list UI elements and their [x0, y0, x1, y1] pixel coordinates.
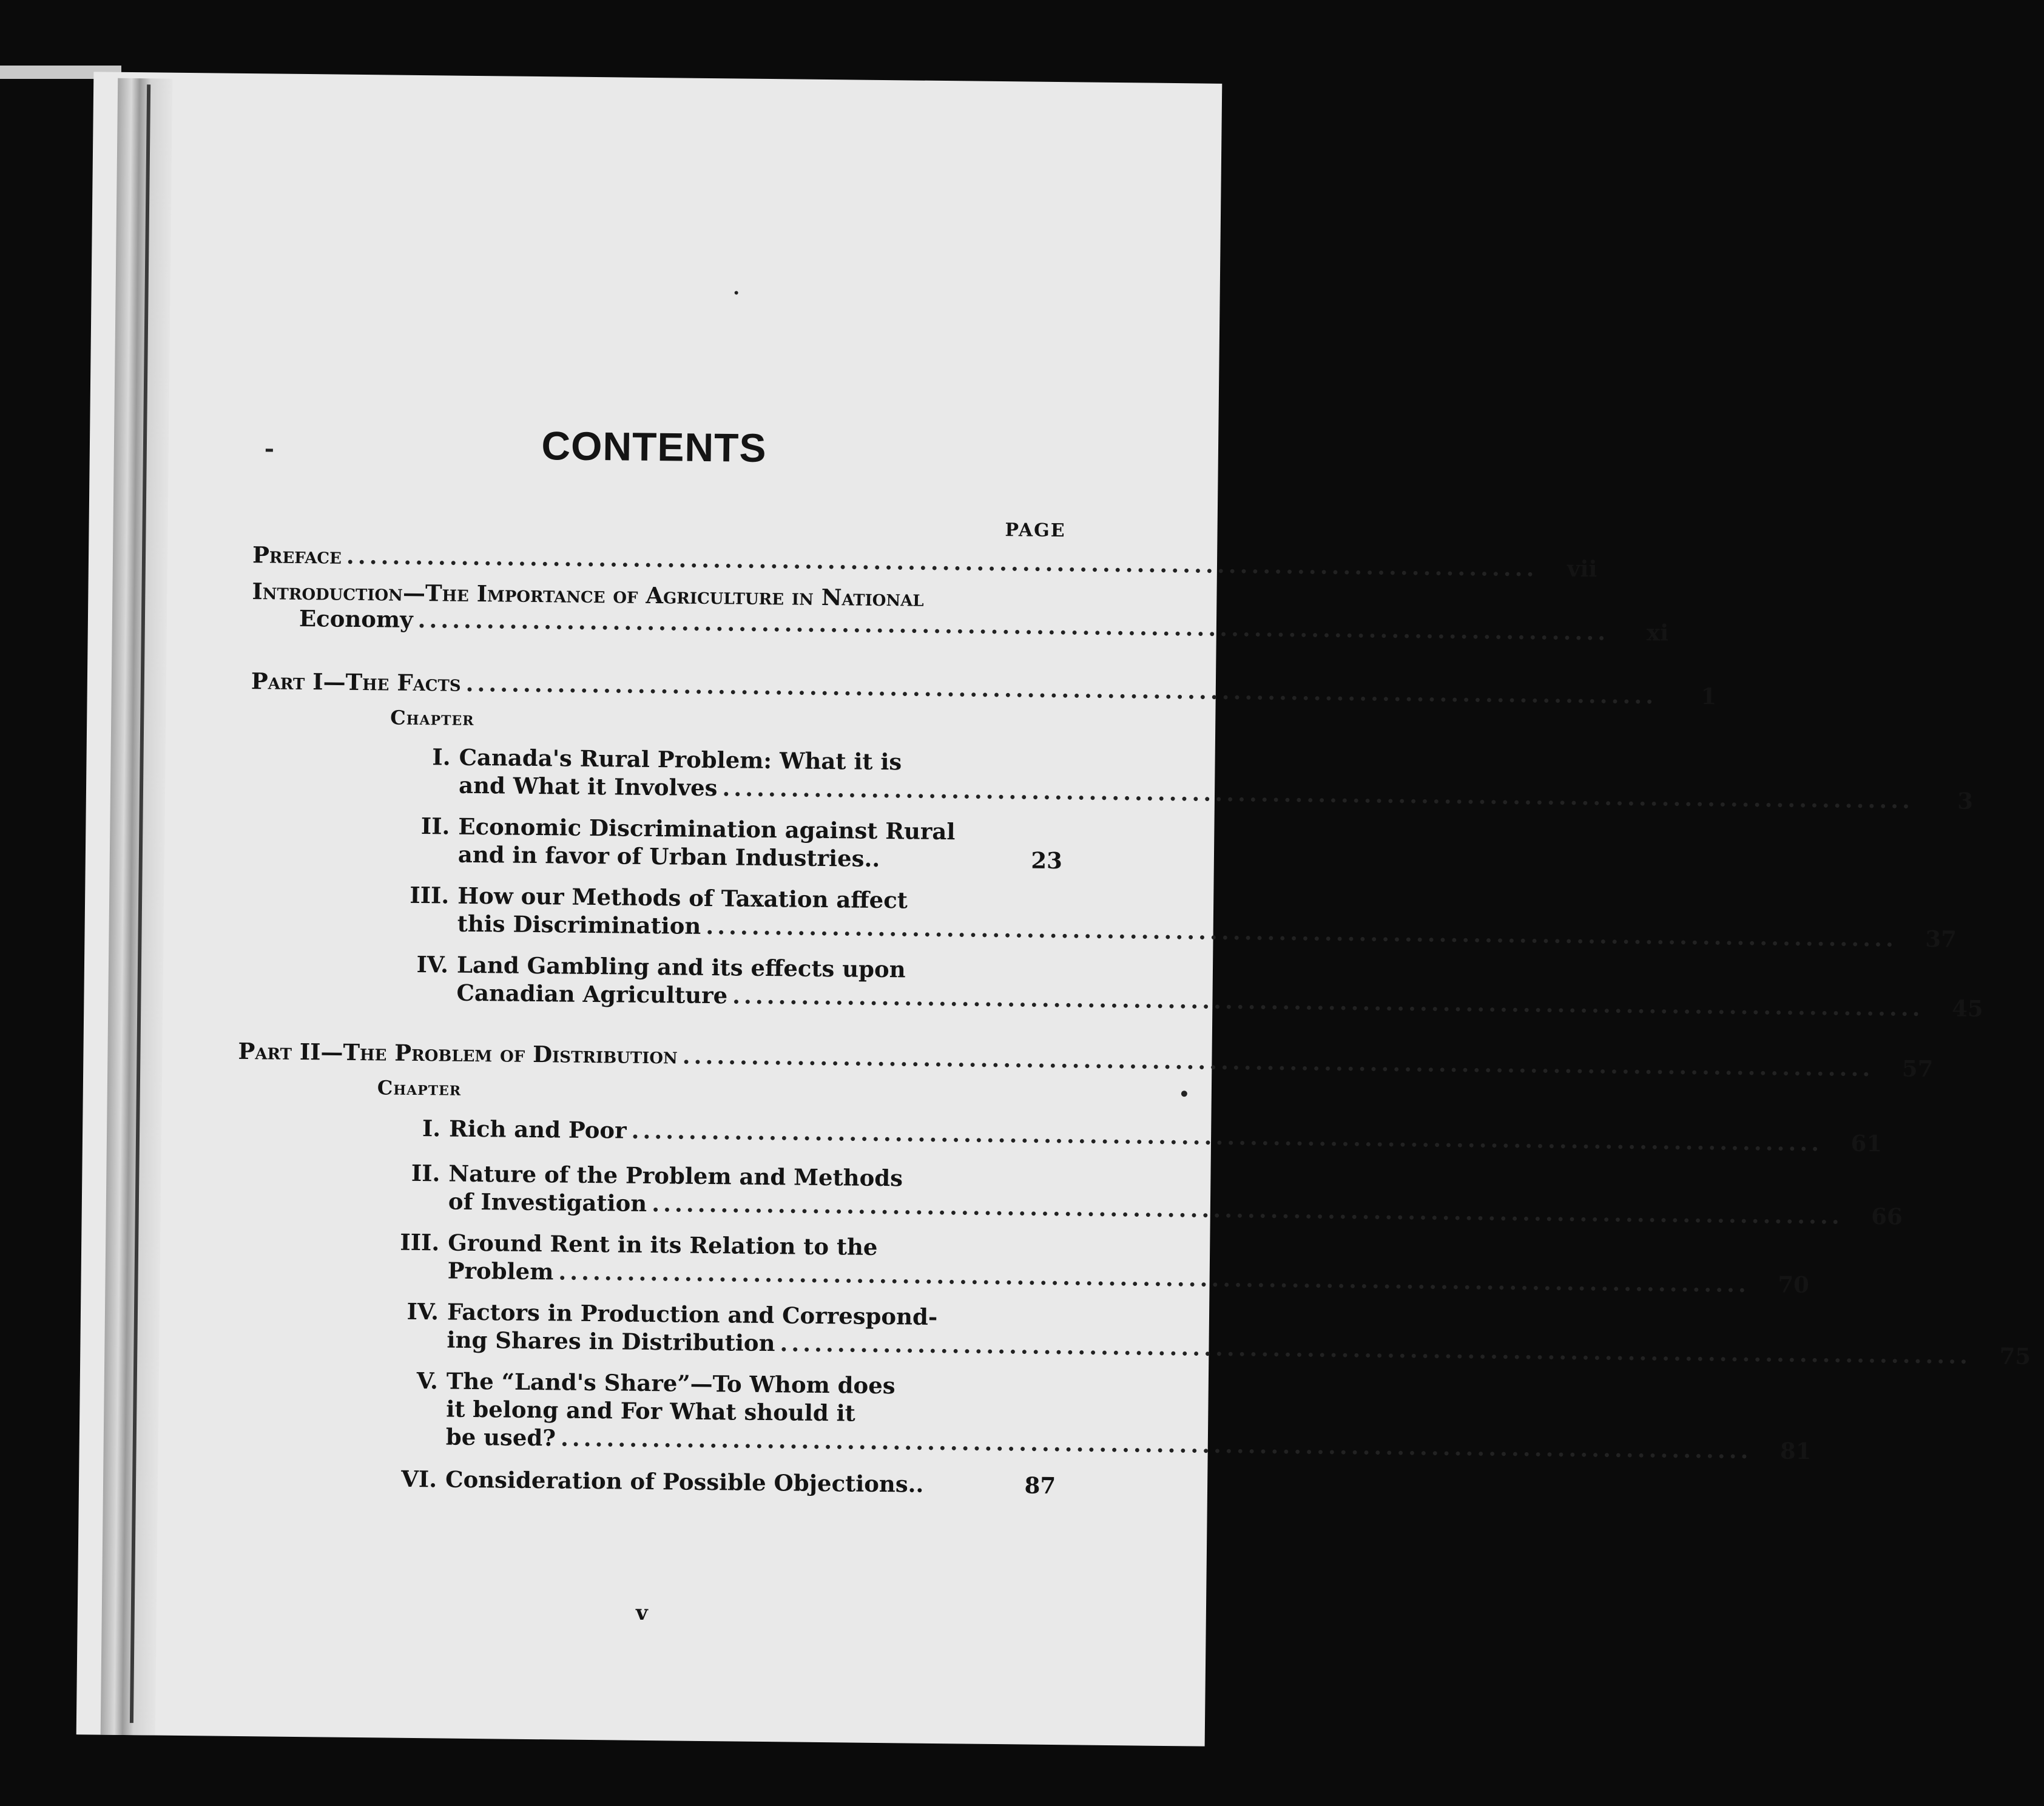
toc-entry-label: Economy — [299, 604, 413, 633]
toc-page-number: 45 — [1951, 995, 1983, 1023]
dot-leader: ........................................................................................................ — [465, 669, 1658, 709]
toc-page-number: 1 — [1701, 683, 1717, 710]
chapter-title: this Discrimination — [457, 910, 701, 939]
chapter-title: How our Methods of Taxation affect — [457, 882, 908, 914]
dot-leader: ........................................................................................................ — [780, 1330, 1972, 1369]
toc-entry-chapter — [394, 1465, 1056, 1500]
toc-entry-introduction-line1: Introduction—The Importance of Agriculture in National — [252, 578, 924, 612]
chapter-title: The “Land's Share”—To Whom does — [446, 1367, 896, 1399]
chapter-numeral: II. — [420, 813, 450, 840]
chapter-title: of Investigation — [448, 1188, 647, 1217]
chapter-title: Canadian Agriculture — [456, 979, 728, 1009]
toc-entry-chapter — [448, 1188, 1903, 1230]
chapter-heading: Chapter — [390, 706, 474, 730]
toc-chapter-line — [394, 1465, 924, 1498]
toc-page-number: 61 — [1850, 1129, 1883, 1157]
toc-entry-label: Part II—The Problem of Distribution — [238, 1037, 678, 1069]
toc-page-number: 81 — [1779, 1437, 1812, 1465]
toc-entry-part2 — [238, 1037, 1934, 1083]
chapter-title: Problem — [447, 1257, 554, 1285]
toc-entry-label: Preface — [252, 541, 342, 569]
toc-page-number: 37 — [1925, 925, 1957, 953]
dot-leader: ........................................................................................................ — [682, 1042, 1874, 1082]
dot-leader: ........................................................................................................ — [732, 982, 1924, 1022]
toc-entry-chapter — [447, 1326, 2031, 1370]
chapter-title: ing Shares in Distribution — [447, 1326, 775, 1357]
toc-chapter-line — [397, 1228, 878, 1261]
page-folio: v — [635, 1600, 648, 1626]
dot-leader: ........................................................................................................ — [706, 912, 1898, 952]
chapter-heading: Chapter — [377, 1076, 462, 1100]
chapter-numeral: I. — [422, 1115, 441, 1142]
toc-entry-chapter — [457, 910, 1957, 953]
chapter-numeral: III. — [400, 1228, 440, 1256]
chapter-title: be used? — [445, 1423, 556, 1452]
toc-page-number: 66 — [1871, 1203, 1903, 1230]
toc-entry-chapter — [447, 1257, 1810, 1299]
toc-page-number: vii — [1567, 555, 1597, 583]
chapter-title: and in favor of Urban Industries.. — [457, 840, 880, 872]
page-column-header: PAGE — [1005, 519, 1066, 542]
chapter-title: it belong and For What should it — [446, 1395, 855, 1427]
toc-entry-chapter — [398, 1114, 1883, 1157]
toc-entry-chapter — [458, 771, 1974, 814]
chapter-title: Land Gambling and its effects upon — [456, 951, 906, 983]
chapter-numeral: IV. — [406, 1297, 439, 1325]
page-gutter — [101, 78, 173, 1736]
dot-leader: ........................................................................................................ — [651, 1190, 1843, 1229]
toc-entry-introduction — [299, 604, 1669, 646]
toc-entry-label: Part I—The Facts — [251, 668, 461, 697]
toc-page-number: xi — [1646, 619, 1669, 646]
toc-entry-chapter — [445, 1423, 1812, 1465]
toc-entry-chapter — [456, 979, 1983, 1023]
toc-entry-preface — [252, 541, 1597, 583]
dot-leader: ........................................................................................................ — [631, 1117, 1823, 1157]
chapter-title: Canada's Rural Problem: What it is — [459, 743, 902, 776]
dot-leader: ........................................................................................................ — [722, 774, 1914, 814]
toc-page-number: 3 — [1957, 787, 1974, 814]
toc-page-number: 57 — [1901, 1055, 1934, 1083]
toc-entry-chapter — [458, 840, 1062, 874]
chapter-title: Consideration of Possible Objections.. — [445, 1466, 924, 1498]
page-title: CONTENTS — [541, 423, 767, 470]
dot-leader — [928, 1498, 996, 1499]
dot-leader: ........................................................................................................ — [558, 1258, 1750, 1298]
chapter-numeral: VI. — [401, 1465, 437, 1493]
toc-chapter-line — [398, 1114, 627, 1145]
dot-leader: ........................................................................................................ — [417, 606, 1610, 646]
chapter-numeral: V. — [416, 1367, 439, 1395]
dot-leader: ........................................................................................................ — [560, 1424, 1752, 1464]
chapter-numeral: IV. — [416, 950, 449, 978]
chapter-numeral: I. — [432, 743, 451, 771]
stray-dot — [735, 291, 738, 294]
chapter-title: Ground Rent in its Relation to the — [447, 1229, 878, 1260]
chapter-title: Factors in Production and Correspond- — [447, 1298, 938, 1331]
chapter-title: Nature of the Problem and Methods — [448, 1160, 903, 1192]
dot-leader: ........................................................................................................ — [346, 542, 1538, 582]
chapter-numeral: III. — [410, 881, 450, 909]
toc-page-number: 70 — [1778, 1271, 1810, 1299]
chapter-title: Economic Discrimination against Rural — [458, 813, 956, 845]
toc-page-number: 23 — [1031, 847, 1063, 874]
toc-page-number: 87 — [1024, 1472, 1056, 1500]
stray-dot — [1181, 1091, 1187, 1097]
chapter-numeral: II. — [411, 1159, 440, 1187]
dot-leader — [885, 873, 1003, 874]
chapter-title: and What it Involves — [458, 771, 718, 802]
toc-page-number: 75 — [1999, 1342, 2031, 1370]
toc-entry-part1 — [251, 667, 1717, 710]
book-page — [76, 72, 2031, 1746]
chapter-title: Rich and Poor — [448, 1115, 627, 1144]
